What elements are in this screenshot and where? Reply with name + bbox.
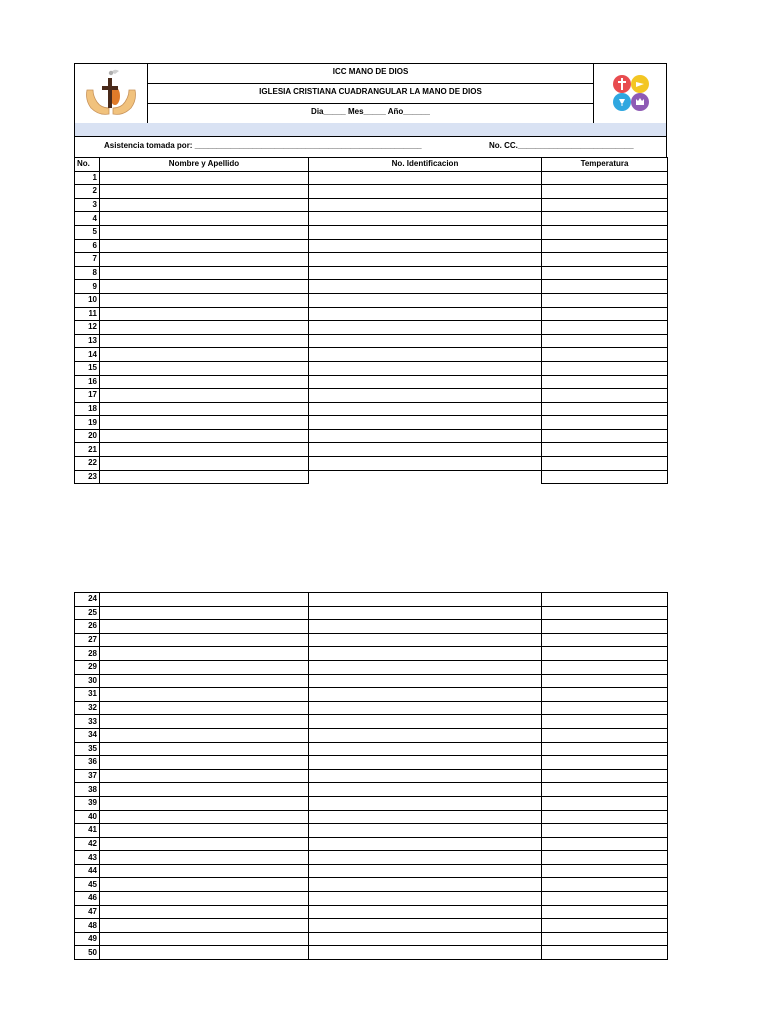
id-cell[interactable] [309, 307, 542, 321]
row-number: 34 [75, 728, 100, 742]
table-row [75, 198, 668, 212]
name-cell[interactable] [100, 171, 309, 185]
row-number: 31 [75, 688, 100, 702]
id-cell[interactable] [309, 715, 542, 729]
row-number: 15 [75, 361, 100, 375]
name-cell[interactable] [100, 688, 309, 702]
row-number: 3 [75, 198, 100, 212]
attendance-taken-row [74, 137, 667, 157]
name-cell[interactable] [100, 701, 309, 715]
table-row [75, 837, 668, 851]
name-cell[interactable] [100, 185, 309, 199]
id-cell[interactable] [309, 674, 542, 688]
name-cell[interactable] [100, 851, 309, 865]
table-row [75, 620, 668, 634]
temperature-cell[interactable] [542, 905, 668, 919]
id-cell[interactable] [309, 375, 542, 389]
id-cell[interactable] [309, 606, 542, 620]
table-row [75, 443, 668, 457]
temperature-cell[interactable] [542, 892, 668, 906]
id-cell[interactable] [309, 620, 542, 634]
id-cell[interactable] [309, 593, 542, 607]
temperature-cell[interactable] [542, 280, 668, 294]
row-number: 40 [75, 810, 100, 824]
name-cell[interactable] [100, 633, 309, 647]
table-row [75, 593, 668, 607]
row-number: 42 [75, 837, 100, 851]
table-row [75, 334, 668, 348]
table-row [75, 606, 668, 620]
org-full-name: IGLESIA CRISTIANA CUADRANGULAR LA MANO DE DIOS [259, 87, 482, 96]
four-circles-foursquare-logo-icon [594, 64, 666, 122]
name-cell[interactable] [100, 742, 309, 756]
name-cell[interactable] [100, 606, 309, 620]
id-cell[interactable] [309, 443, 542, 457]
temperature-cell[interactable] [542, 647, 668, 661]
temperature-cell[interactable] [542, 185, 668, 199]
row-number: 38 [75, 783, 100, 797]
name-cell[interactable] [100, 660, 309, 674]
temperature-cell[interactable] [542, 239, 668, 253]
table-row [75, 457, 668, 471]
table-row [75, 470, 668, 484]
id-cell[interactable] [309, 633, 542, 647]
taken-by-label: Asistencia tomada por: ___________________________________________________ [104, 141, 422, 150]
id-cell[interactable] [309, 688, 542, 702]
row-number: 10 [75, 293, 100, 307]
temperature-cell[interactable] [542, 375, 668, 389]
row-number: 49 [75, 932, 100, 946]
name-cell[interactable] [100, 443, 309, 457]
table-row [75, 688, 668, 702]
table-row [75, 171, 668, 185]
row-number: 24 [75, 593, 100, 607]
row-number: 13 [75, 334, 100, 348]
id-cell[interactable] [309, 225, 542, 239]
document-header [74, 63, 667, 124]
temperature-cell[interactable] [542, 334, 668, 348]
name-cell[interactable] [100, 280, 309, 294]
temperature-cell[interactable] [542, 389, 668, 403]
table-row [75, 756, 668, 770]
row-number: 21 [75, 443, 100, 457]
row-number: 5 [75, 225, 100, 239]
table-row [75, 361, 668, 375]
id-cell[interactable] [309, 321, 542, 335]
temperature-cell[interactable] [542, 688, 668, 702]
temperature-cell[interactable] [542, 932, 668, 946]
temperature-cell[interactable] [542, 864, 668, 878]
id-cell[interactable] [309, 864, 542, 878]
table-row [75, 946, 668, 960]
id-cell[interactable] [309, 293, 542, 307]
temperature-cell[interactable] [542, 919, 668, 933]
id-cell[interactable] [309, 796, 542, 810]
id-cell[interactable] [309, 742, 542, 756]
name-cell[interactable] [100, 334, 309, 348]
table-row [75, 429, 668, 443]
row-number: 25 [75, 606, 100, 620]
temperature-cell[interactable] [542, 171, 668, 185]
right-logo [593, 64, 666, 123]
row-number: 9 [75, 280, 100, 294]
name-cell[interactable] [100, 796, 309, 810]
name-cell[interactable] [100, 348, 309, 362]
name-cell[interactable] [100, 824, 309, 838]
table-row [75, 769, 668, 783]
row-number: 16 [75, 375, 100, 389]
temperature-cell[interactable] [542, 783, 668, 797]
name-cell[interactable] [100, 932, 309, 946]
temperature-cell[interactable] [542, 674, 668, 688]
temperature-cell[interactable] [542, 769, 668, 783]
temperature-cell[interactable] [542, 266, 668, 280]
row-number: 6 [75, 239, 100, 253]
table-row [75, 389, 668, 403]
name-cell[interactable] [100, 321, 309, 335]
id-cell[interactable] [309, 892, 542, 906]
table-row [75, 905, 668, 919]
name-cell[interactable] [100, 389, 309, 403]
id-cell[interactable] [309, 198, 542, 212]
id-cell[interactable] [309, 253, 542, 267]
temperature-cell[interactable] [542, 321, 668, 335]
column-header-no: No. [75, 158, 100, 172]
left-logo [75, 64, 148, 123]
temperature-cell[interactable] [542, 416, 668, 430]
row-number: 20 [75, 429, 100, 443]
id-cell[interactable] [309, 946, 542, 960]
id-cell[interactable] [309, 783, 542, 797]
id-cell[interactable] [309, 212, 542, 226]
name-cell[interactable] [100, 756, 309, 770]
id-cell[interactable] [309, 851, 542, 865]
row-number: 1 [75, 171, 100, 185]
row-number: 37 [75, 769, 100, 783]
name-cell[interactable] [100, 375, 309, 389]
id-cell[interactable] [309, 239, 542, 253]
row-number: 17 [75, 389, 100, 403]
row-number: 22 [75, 457, 100, 471]
id-cell[interactable] [309, 348, 542, 362]
temperature-cell[interactable] [542, 429, 668, 443]
table-row [75, 660, 668, 674]
temperature-cell[interactable] [542, 198, 668, 212]
row-number: 23 [75, 470, 100, 484]
name-cell[interactable] [100, 293, 309, 307]
name-cell[interactable] [100, 361, 309, 375]
name-cell[interactable] [100, 239, 309, 253]
id-cell[interactable] [309, 810, 542, 824]
table-row [75, 321, 668, 335]
table-row [75, 742, 668, 756]
id-cell[interactable] [309, 334, 542, 348]
temperature-cell[interactable] [542, 728, 668, 742]
name-cell[interactable] [100, 429, 309, 443]
id-cell[interactable] [309, 416, 542, 430]
id-cell[interactable] [309, 470, 542, 484]
name-cell[interactable] [100, 769, 309, 783]
row-number: 32 [75, 701, 100, 715]
row-number: 7 [75, 253, 100, 267]
table-row [75, 185, 668, 199]
id-cell[interactable] [309, 647, 542, 661]
temperature-cell[interactable] [542, 361, 668, 375]
name-cell[interactable] [100, 225, 309, 239]
row-number: 14 [75, 348, 100, 362]
name-cell[interactable] [100, 307, 309, 321]
row-number: 19 [75, 416, 100, 430]
table-row [75, 348, 668, 362]
temperature-cell[interactable] [542, 824, 668, 838]
table-row [75, 932, 668, 946]
temperature-cell[interactable] [542, 796, 668, 810]
row-number: 35 [75, 742, 100, 756]
row-number: 11 [75, 307, 100, 321]
id-cell[interactable] [309, 824, 542, 838]
row-number: 45 [75, 878, 100, 892]
row-number: 44 [75, 864, 100, 878]
hands-cross-dove-logo-icon [75, 64, 147, 122]
name-cell[interactable] [100, 810, 309, 824]
temperature-cell[interactable] [542, 293, 668, 307]
temperature-cell[interactable] [542, 756, 668, 770]
table-row [75, 878, 668, 892]
table-row [75, 212, 668, 226]
table-row [75, 239, 668, 253]
row-number: 26 [75, 620, 100, 634]
name-cell[interactable] [100, 715, 309, 729]
temperature-cell[interactable] [542, 348, 668, 362]
temperature-cell[interactable] [542, 457, 668, 471]
table-row [75, 375, 668, 389]
id-cell[interactable] [309, 429, 542, 443]
table-row [75, 796, 668, 810]
name-cell[interactable] [100, 266, 309, 280]
id-cell[interactable] [309, 402, 542, 416]
row-number: 48 [75, 919, 100, 933]
id-cell[interactable] [309, 769, 542, 783]
row-number: 41 [75, 824, 100, 838]
row-number: 36 [75, 756, 100, 770]
table-row [75, 810, 668, 824]
row-number: 43 [75, 851, 100, 865]
name-cell[interactable] [100, 402, 309, 416]
row-number: 46 [75, 892, 100, 906]
name-cell[interactable] [100, 674, 309, 688]
table-row [75, 293, 668, 307]
table-row [75, 674, 668, 688]
temperature-cell[interactable] [542, 837, 668, 851]
section-band [74, 123, 667, 137]
temperature-cell[interactable] [542, 701, 668, 715]
name-cell[interactable] [100, 620, 309, 634]
table-row [75, 416, 668, 430]
row-number: 47 [75, 905, 100, 919]
temperature-cell[interactable] [542, 253, 668, 267]
table-row [75, 851, 668, 865]
name-cell[interactable] [100, 837, 309, 851]
id-cell[interactable] [309, 457, 542, 471]
row-number: 2 [75, 185, 100, 199]
table-row [75, 892, 668, 906]
name-cell[interactable] [100, 946, 309, 960]
row-number: 18 [75, 402, 100, 416]
cc-label: No. CC.__________________________ [489, 141, 634, 150]
id-cell[interactable] [309, 878, 542, 892]
date-line: Dia_____ Mes_____ Año______ [311, 107, 430, 116]
table-row [75, 647, 668, 661]
id-cell[interactable] [309, 728, 542, 742]
column-header-name: Nombre y Apellido [100, 158, 309, 172]
table-row [75, 280, 668, 294]
row-number: 39 [75, 796, 100, 810]
name-cell[interactable] [100, 864, 309, 878]
name-cell[interactable] [100, 647, 309, 661]
id-cell[interactable] [309, 280, 542, 294]
name-cell[interactable] [100, 212, 309, 226]
table-row [75, 307, 668, 321]
table-header-row [75, 158, 668, 172]
temperature-cell[interactable] [542, 633, 668, 647]
id-cell[interactable] [309, 185, 542, 199]
name-cell[interactable] [100, 878, 309, 892]
temperature-cell[interactable] [542, 593, 668, 607]
id-cell[interactable] [309, 837, 542, 851]
table-row [75, 266, 668, 280]
name-cell[interactable] [100, 892, 309, 906]
table-row [75, 783, 668, 797]
id-cell[interactable] [309, 171, 542, 185]
id-cell[interactable] [309, 660, 542, 674]
name-cell[interactable] [100, 198, 309, 212]
row-number: 50 [75, 946, 100, 960]
temperature-cell[interactable] [542, 946, 668, 960]
name-cell[interactable] [100, 470, 309, 484]
name-cell[interactable] [100, 783, 309, 797]
temperature-cell[interactable] [542, 606, 668, 620]
table-row [75, 728, 668, 742]
row-number: 30 [75, 674, 100, 688]
table-row [75, 701, 668, 715]
row-number: 33 [75, 715, 100, 729]
temperature-cell[interactable] [542, 307, 668, 321]
table-row [75, 402, 668, 416]
name-cell[interactable] [100, 728, 309, 742]
name-cell[interactable] [100, 253, 309, 267]
table-row [75, 864, 668, 878]
table-row [75, 919, 668, 933]
id-cell[interactable] [309, 389, 542, 403]
row-number: 28 [75, 647, 100, 661]
table-row [75, 225, 668, 239]
column-header-id: No. Identificacion [309, 158, 542, 172]
id-cell[interactable] [309, 756, 542, 770]
temperature-cell[interactable] [542, 225, 668, 239]
id-cell[interactable] [309, 932, 542, 946]
column-header-temperature: Temperatura [542, 158, 668, 172]
row-number: 27 [75, 633, 100, 647]
temperature-cell[interactable] [542, 620, 668, 634]
name-cell[interactable] [100, 593, 309, 607]
temperature-cell[interactable] [542, 470, 668, 484]
temperature-cell[interactable] [542, 851, 668, 865]
id-cell[interactable] [309, 361, 542, 375]
row-number: 8 [75, 266, 100, 280]
id-cell[interactable] [309, 905, 542, 919]
id-cell[interactable] [309, 701, 542, 715]
temperature-cell[interactable] [542, 660, 668, 674]
org-short-name: ICC MANO DE DIOS [332, 67, 409, 76]
id-cell[interactable] [309, 919, 542, 933]
id-cell[interactable] [309, 266, 542, 280]
attendance-table-page-2 [74, 592, 668, 960]
table-row [75, 253, 668, 267]
table-row [75, 633, 668, 647]
temperature-cell[interactable] [542, 715, 668, 729]
temperature-cell[interactable] [542, 402, 668, 416]
row-number: 29 [75, 660, 100, 674]
table-row [75, 824, 668, 838]
row-number: 12 [75, 321, 100, 335]
table-row [75, 715, 668, 729]
name-cell[interactable] [100, 457, 309, 471]
name-cell[interactable] [100, 919, 309, 933]
name-cell[interactable] [100, 416, 309, 430]
row-number: 4 [75, 212, 100, 226]
temperature-cell[interactable] [542, 212, 668, 226]
temperature-cell[interactable] [542, 443, 668, 457]
temperature-cell[interactable] [542, 878, 668, 892]
temperature-cell[interactable] [542, 810, 668, 824]
temperature-cell[interactable] [542, 742, 668, 756]
name-cell[interactable] [100, 905, 309, 919]
attendance-table-page-1 [74, 157, 668, 484]
